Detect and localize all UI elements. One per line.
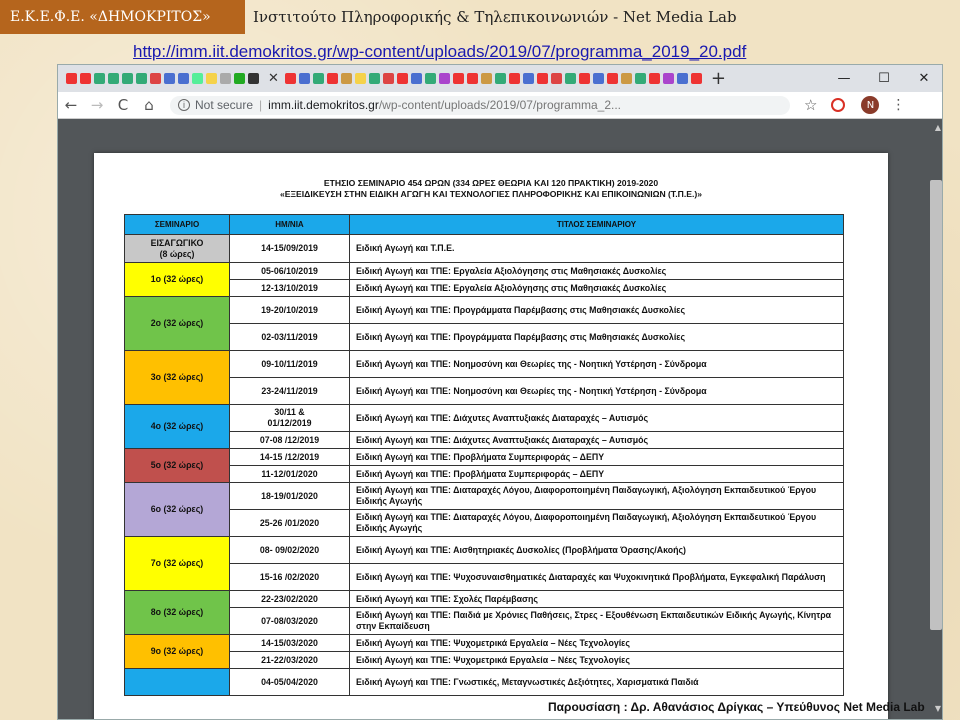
date-cell: 11-12/01/2020: [230, 466, 350, 483]
topic-cell: Ειδική Αγωγή και ΤΠΕ: Ψυχομετρικά Εργαλεία – Νέες Τεχνολογίες: [350, 652, 844, 669]
other-tab-favicon-icon[interactable]: [565, 73, 576, 84]
topic-cell: Ειδική Αγωγή και ΤΠΕ: Προβλήματα Συμπεριφοράς – ΔΕΠΥ: [350, 466, 844, 483]
pinned-tab-favicon-icon[interactable]: [206, 73, 217, 84]
pinned-tab-favicon-icon[interactable]: [150, 73, 161, 84]
other-tab-favicon-icon[interactable]: [635, 73, 646, 84]
menu-icon[interactable]: ⋮: [891, 97, 906, 113]
table-row: [125, 324, 844, 351]
table-row: [125, 635, 844, 652]
date-cell: 23-24/11/2019: [230, 378, 350, 405]
home-button[interactable]: ⌂: [144, 96, 154, 114]
schedule-body: [125, 235, 844, 696]
document-title: ΕΤΗΣΙΟ ΣΕΜΙΝΑΡΙΟ 454 ΩΡΩΝ (334 ΩΡΕΣ ΘΕΩΡΙΑ ΚΑΙ 120 ΠΡΑΚΤΙΚΗ) 2019-2020: [323, 178, 659, 188]
topic-cell: Ειδική Αγωγή και ΤΠΕ: Προγράμματα Παρέμβασης στις Μαθησιακές Δυσκολίες: [350, 297, 844, 324]
date-cell: 21-22/03/2020: [230, 652, 350, 669]
table-row: [125, 263, 844, 280]
reload-button[interactable]: C: [117, 96, 129, 114]
other-tab-favicon-icon[interactable]: [299, 73, 310, 84]
footer-presenter: Παρουσίαση : Δρ. Αθανάσιος Δρίγκας – Υπεύθυνος Net Media Lab: [548, 700, 925, 714]
pinned-tab-favicon-icon[interactable]: [234, 73, 245, 84]
other-tab-favicon-icon[interactable]: [453, 73, 464, 84]
topic-cell: Ειδική Αγωγή και ΤΠΕ: Ψυχοσυναισθηματικές Διαταραχές και Ψυχοκινητικά Προβλήματα, Εγκεφαλική Παράλυση: [350, 564, 844, 591]
security-label: Not secure: [195, 98, 254, 112]
tab-strip: [58, 65, 943, 92]
other-tab-favicon-icon[interactable]: [579, 73, 590, 84]
pinned-tab-favicon-icon[interactable]: [248, 73, 259, 84]
pinned-tab-favicon-icon[interactable]: [108, 73, 119, 84]
topic-cell: Ειδική Αγωγή και ΤΠΕ: Νοημοσύνη και Θεωρίες της - Νοητική Υστέρηση - Σύνδρομα: [350, 378, 844, 405]
other-tab-favicon-icon[interactable]: [495, 73, 506, 84]
date-cell: 14-15/09/2019: [230, 235, 350, 263]
date-cell: 04-05/04/2020: [230, 669, 350, 696]
back-button[interactable]: ←: [64, 96, 78, 114]
other-tab-favicon-icon[interactable]: [677, 73, 688, 84]
topic-cell: Ειδική Αγωγή και ΤΠΕ: Διάχυτες Αναπτυξιακές Διαταραχές – Αυτισμός: [350, 405, 844, 432]
new-tab-button[interactable]: +: [710, 68, 726, 89]
table-row: [125, 297, 844, 324]
other-tab-favicon-icon[interactable]: [481, 73, 492, 84]
topic-cell: Ειδική Αγωγή και Τ.Π.Ε.: [350, 235, 844, 263]
url-domain: imm.iit.demokritos.gr: [268, 98, 379, 112]
table-row: [125, 510, 844, 537]
url-path: /wp-content/uploads/2019/07/programma_2...: [378, 98, 621, 112]
topic-cell: Ειδική Αγωγή και ΤΠΕ: Διαταραχές Λόγου, Διαφοροποιημένη Παιδαγωγική, Αξιολόγηση Εκπαιδευτικού Έργου Ειδικής Αγωγής: [350, 483, 844, 510]
date-cell: 30/11 & 01/12/2019: [230, 405, 350, 432]
close-window-button[interactable]: ✕: [918, 71, 930, 86]
topic-cell: Ειδική Αγωγή και ΤΠΕ: Σχολές Παρέμβασης: [350, 591, 844, 608]
date-cell: 14-15 /12/2019: [230, 449, 350, 466]
topic-cell: Ειδική Αγωγή και ΤΠΕ: Εργαλεία Αξιολόγησης στις Μαθησιακές Δυσκολίες: [350, 280, 844, 297]
other-tab-favicon-icon[interactable]: [523, 73, 534, 84]
lab-label: Ινστιτούτο Πληροφορικής & Τηλεπικοινωνιών - Net Media Lab: [253, 8, 737, 26]
date-cell: 12-13/10/2019: [230, 280, 350, 297]
seminar-cell: 5ο (32 ώρες): [125, 449, 230, 483]
other-tab-favicon-icon[interactable]: [509, 73, 520, 84]
pinned-tab-favicon-icon[interactable]: [80, 73, 91, 84]
topic-cell: Ειδική Αγωγή και ΤΠΕ: Αισθητηριακές Δυσκολίες (Προβλήματα Όρασης/Ακοής): [350, 537, 844, 564]
maximize-button[interactable]: ☐: [878, 71, 890, 86]
table-row: [125, 591, 844, 608]
seminar-cell: 3ο (32 ώρες): [125, 351, 230, 405]
pinned-tab-favicon-icon[interactable]: [178, 73, 189, 84]
topic-cell: Ειδική Αγωγή και ΤΠΕ: Διάχυτες Αναπτυξιακές Διαταραχές – Αυτισμός: [350, 432, 844, 449]
topic-cell: Ειδική Αγωγή και ΤΠΕ: Ψυχομετρικά Εργαλεία – Νέες Τεχνολογίες: [350, 635, 844, 652]
topic-cell: Ειδική Αγωγή και ΤΠΕ: Προβλήματα Συμπεριφοράς – ΔΕΠΥ: [350, 449, 844, 466]
seminar-cell: 6ο (32 ώρες): [125, 483, 230, 537]
seminar-cell: 8ο (32 ώρες): [125, 591, 230, 635]
table-row: [125, 466, 844, 483]
topic-cell: Ειδική Αγωγή και ΤΠΕ: Γνωστικές, Μεταγνωστικές Δεξιότητες, Χαρισματικά Παιδιά: [350, 669, 844, 696]
table-row: [125, 235, 844, 263]
other-tab-favicon-icon[interactable]: [467, 73, 478, 84]
window-controls: [824, 65, 943, 92]
header-date: ΗΜ/ΝΙΑ: [230, 215, 350, 235]
pdf-viewer: [58, 120, 943, 720]
other-tab-favicon-icon[interactable]: [397, 73, 408, 84]
table-row: [125, 449, 844, 466]
table-row: [125, 405, 844, 432]
seminar-cell: 1ο (32 ώρες): [125, 263, 230, 297]
table-row: [125, 483, 844, 510]
date-cell: 07-08/03/2020: [230, 608, 350, 635]
date-cell: 22-23/02/2020: [230, 591, 350, 608]
table-row: [125, 351, 844, 378]
scroll-up-arrow-icon[interactable]: ▲: [934, 123, 941, 132]
info-icon[interactable]: i: [178, 99, 190, 111]
date-cell: 05-06/10/2019: [230, 263, 350, 280]
tab-close-icon[interactable]: ✕: [268, 71, 279, 86]
other-tab-favicon-icon[interactable]: [691, 73, 702, 84]
date-cell: 07-08 /12/2019: [230, 432, 350, 449]
date-cell: 14-15/03/2020: [230, 635, 350, 652]
table-row: [125, 280, 844, 297]
other-tabs: [285, 73, 705, 84]
minimize-button[interactable]: —: [837, 71, 851, 86]
scroll-down-arrow-icon[interactable]: ▼: [934, 704, 941, 713]
pinned-tab-favicon-icon[interactable]: [136, 73, 147, 84]
table-row: [125, 378, 844, 405]
table-row: [125, 537, 844, 564]
other-tab-favicon-icon[interactable]: [327, 73, 338, 84]
pinned-tab-favicon-icon[interactable]: [94, 73, 105, 84]
separator: |: [259, 98, 263, 112]
other-tab-favicon-icon[interactable]: [285, 73, 296, 84]
other-tab-favicon-icon[interactable]: [383, 73, 394, 84]
seminar-cell: 7ο (32 ώρες): [125, 537, 230, 591]
browser-window: [57, 64, 943, 720]
topic-cell: Ειδική Αγωγή και ΤΠΕ: Παιδιά με Χρόνιες Παθήσεις, Στρες - Εξουθένωση Εκπαιδευτικών Ειδικής Αγωγής, Κίνητρα στην Εκπαίδευση: [350, 608, 844, 635]
other-tab-favicon-icon[interactable]: [425, 73, 436, 84]
topic-cell: Ειδική Αγωγή και ΤΠΕ: Διαταραχές Λόγου, Διαφοροποιημένη Παιδαγωγική, Αξιολόγηση Εκπαιδευτικού Έργου Ειδικής Αγωγής: [350, 510, 844, 537]
table-header-row: [125, 215, 844, 235]
other-tab-favicon-icon[interactable]: [439, 73, 450, 84]
seminar-cell: [125, 669, 230, 696]
other-tab-favicon-icon[interactable]: [621, 73, 632, 84]
other-tab-favicon-icon[interactable]: [593, 73, 604, 84]
pdf-url-link[interactable]: http://imm.iit.demokritos.gr/wp-content/uploads/2019/07/programma_2019_20.pdf: [133, 42, 747, 61]
topic-cell: Ειδική Αγωγή και ΤΠΕ: Εργαλεία Αξιολόγησης στις Μαθησιακές Δυσκολίες: [350, 263, 844, 280]
table-row: [125, 564, 844, 591]
other-tab-favicon-icon[interactable]: [355, 73, 366, 84]
seminar-cell: 4ο (32 ώρες): [125, 405, 230, 449]
other-tab-favicon-icon[interactable]: [537, 73, 548, 84]
date-cell: 19-20/10/2019: [230, 297, 350, 324]
bookmark-star-icon[interactable]: ☆: [804, 96, 818, 114]
date-cell: 08- 09/02/2020: [230, 537, 350, 564]
other-tab-favicon-icon[interactable]: [663, 73, 674, 84]
date-cell: 18-19/01/2020: [230, 483, 350, 510]
pinned-tab-favicon-icon[interactable]: [220, 73, 231, 84]
address-bar[interactable]: [170, 96, 790, 115]
other-tab-favicon-icon[interactable]: [649, 73, 660, 84]
browser-toolbar: [58, 92, 943, 119]
table-row: [125, 652, 844, 669]
other-tab-favicon-icon[interactable]: [313, 73, 324, 84]
other-tab-favicon-icon[interactable]: [411, 73, 422, 84]
seminar-cell: ΕΙΣΑΓΩΓΙΚΟ (8 ώρες): [125, 235, 230, 263]
pdf-page: [94, 153, 888, 720]
pinned-tab-favicon-icon[interactable]: [164, 73, 175, 84]
pinned-tab-favicon-icon[interactable]: [122, 73, 133, 84]
date-cell: 02-03/11/2019: [230, 324, 350, 351]
seminar-cell: 9ο (32 ώρες): [125, 635, 230, 669]
table-row: [125, 432, 844, 449]
other-tab-favicon-icon[interactable]: [551, 73, 562, 84]
date-cell: 09-10/11/2019: [230, 351, 350, 378]
forward-button[interactable]: →: [90, 96, 104, 114]
header-title: ΤΙΤΛΟΣ ΣΕΜΙΝΑΡΙΟΥ: [350, 215, 844, 235]
seminar-cell: 2ο (32 ώρες): [125, 297, 230, 351]
pinned-tabs: [66, 73, 262, 84]
pinned-tab-favicon-icon[interactable]: [66, 73, 77, 84]
other-tab-favicon-icon[interactable]: [607, 73, 618, 84]
topic-cell: Ειδική Αγωγή και ΤΠΕ: Νοημοσύνη και Θεωρίες της - Νοητική Υστέρηση - Σύνδρομα: [350, 351, 844, 378]
org-label: Ε.Κ.Ε.Φ.Ε. «ΔΗΜΟΚΡΙΤΟΣ»: [0, 0, 245, 34]
scrollbar[interactable]: [930, 180, 942, 630]
pinned-tab-favicon-icon[interactable]: [192, 73, 203, 84]
other-tab-favicon-icon[interactable]: [341, 73, 352, 84]
profile-avatar[interactable]: N: [861, 96, 879, 114]
other-tab-favicon-icon[interactable]: [369, 73, 380, 84]
date-cell: 15-16 /02/2020: [230, 564, 350, 591]
table-row: [125, 669, 844, 696]
slide-header: [0, 0, 960, 34]
seminar-schedule-table: [124, 214, 844, 696]
extension-icon[interactable]: [831, 98, 845, 112]
header-seminar: ΣΕΜΙΝΑΡΙΟ: [125, 215, 230, 235]
document-subtitle: «ΕΞΕΙΔΙΚΕΥΣΗ ΣΤΗΝ ΕΙΔΙΚΗ ΑΓΩΓΗ ΚΑΙ ΤΕΧΝΟΛΟΓΙΕΣ ΠΛΗΡΟΦΟΡΙΚΗΣ ΚΑΙ ΕΠΙΚΟΙΝΩΝΙΩΝ (Τ.Π.Ε.)»: [280, 189, 702, 199]
date-cell: 25-26 /01/2020: [230, 510, 350, 537]
topic-cell: Ειδική Αγωγή και ΤΠΕ: Προγράμματα Παρέμβασης στις Μαθησιακές Δυσκολίες: [350, 324, 844, 351]
table-row: [125, 608, 844, 635]
